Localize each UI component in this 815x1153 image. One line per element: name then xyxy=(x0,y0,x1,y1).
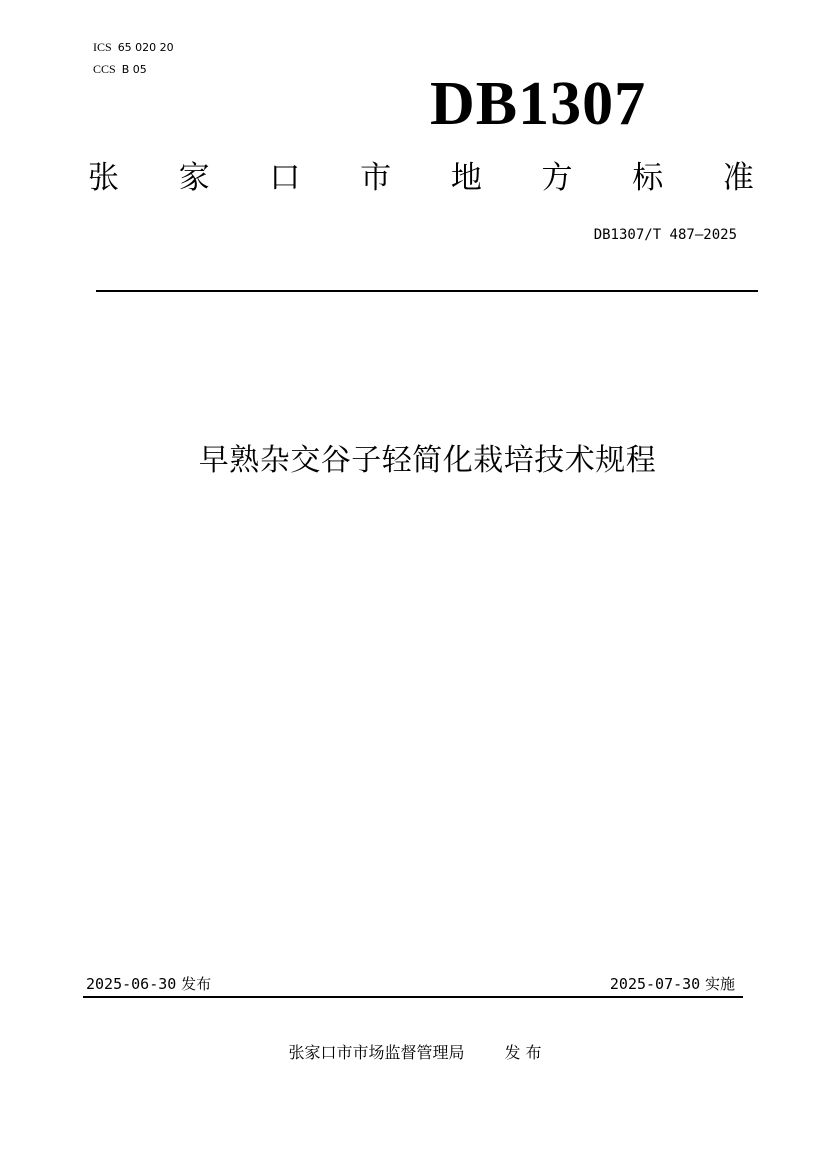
standard-type-char: 口 xyxy=(269,160,301,196)
ics-label: ICS xyxy=(93,40,112,54)
issuer-name: 张家口市市场监督管理局 xyxy=(288,1043,465,1062)
standard-type-char: 家 xyxy=(178,160,210,196)
issuer-line xyxy=(0,1042,815,1064)
issuer-action: 发 布 xyxy=(504,1043,542,1062)
ccs-code xyxy=(93,62,147,77)
standard-type-char: 地 xyxy=(450,160,482,196)
ics-value: 65 020 20 xyxy=(117,41,174,54)
standard-logo: DB1307 xyxy=(430,70,647,138)
document-title: 早熟杂交谷子轻简化栽培技术规程 xyxy=(198,443,657,478)
ccs-value: B 05 xyxy=(121,63,147,76)
standard-type-char: 准 xyxy=(722,160,754,196)
standard-type-char: 方 xyxy=(541,160,573,196)
ccs-label: CCS xyxy=(93,62,116,76)
standard-number: DB1307/T 487—2025 xyxy=(593,227,737,243)
standard-type-char: 市 xyxy=(360,160,392,196)
implementation-date: 2025-07-30 xyxy=(609,975,701,993)
issue-label: 发布 xyxy=(181,975,212,993)
issue-date: 2025-06-30 xyxy=(86,975,177,993)
ics-code xyxy=(93,40,174,55)
footer-divider xyxy=(83,996,743,998)
standard-type-char: 标 xyxy=(632,160,664,196)
implementation-date-line xyxy=(610,974,735,994)
standard-type-heading xyxy=(88,158,754,198)
implementation-label: 实施 xyxy=(704,975,735,993)
issue-date-line xyxy=(86,974,211,994)
header-divider xyxy=(96,290,758,292)
standard-type-char: 张 xyxy=(88,160,119,196)
